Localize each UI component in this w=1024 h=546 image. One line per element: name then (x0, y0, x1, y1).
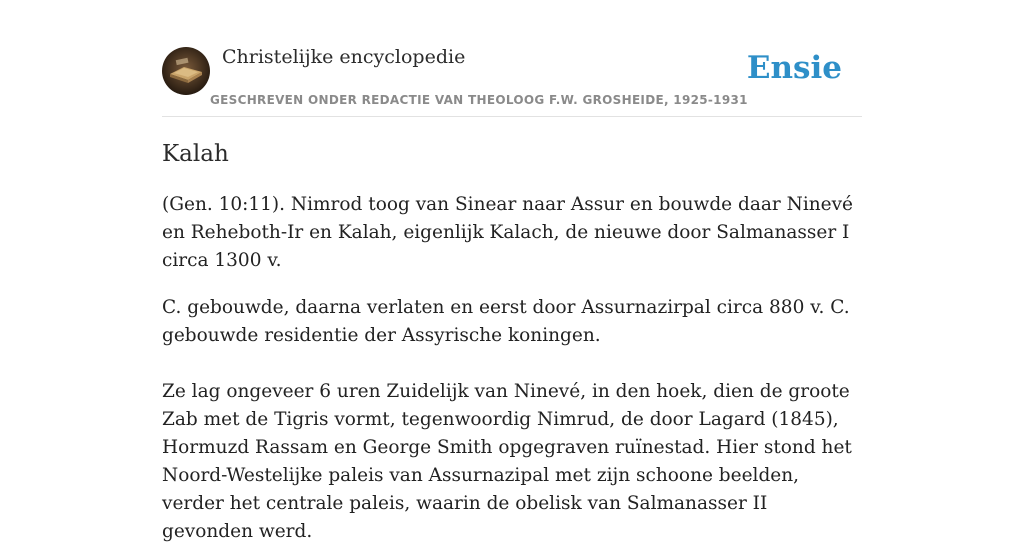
book-cover-icon[interactable] (162, 47, 210, 95)
book-title[interactable]: Christelijke encyclopedie (222, 46, 466, 68)
article-paragraph: Ze lag ongeveer 6 uren Zuidelijk van Ninevé, in den hoek, dien de groote Zab met de Tigris vormt, tegenwoordig Nimrud, de door Lagard (1845), Hormuzd Rassam en George Smith opgegraven ruïnestad. Hier stond het Noord-Westelijke paleis van Assurnazipal met zijn schoone beelden, verder het centrale paleis, waarin de obelisk van Salmanasser II gevonden werd. (162, 381, 852, 542)
book-subtitle: GESCHREVEN ONDER REDACTIE VAN THEOLOOG F.W. GROSHEIDE, 1925-1931 (210, 93, 748, 107)
article (162, 138, 862, 546)
article-paragraph: (Gen. 10:11). Nimrod toog van Sinear naar Assur en bouwde daar Ninevé en Reheboth-Ir en Kalah, eigenlijk Kalach, de nieuwe door Salmanasser I circa 1300 v. (162, 194, 854, 271)
header (162, 44, 862, 117)
article-paragraph: C. gebouwde, daarna verlaten en eerst door Assurnazirpal circa 880 v. C. gebouwde residentie der Assyrische koningen. (162, 297, 850, 346)
article-title: Kalah (162, 141, 229, 167)
brand-logo[interactable]: Ensie (746, 50, 842, 86)
